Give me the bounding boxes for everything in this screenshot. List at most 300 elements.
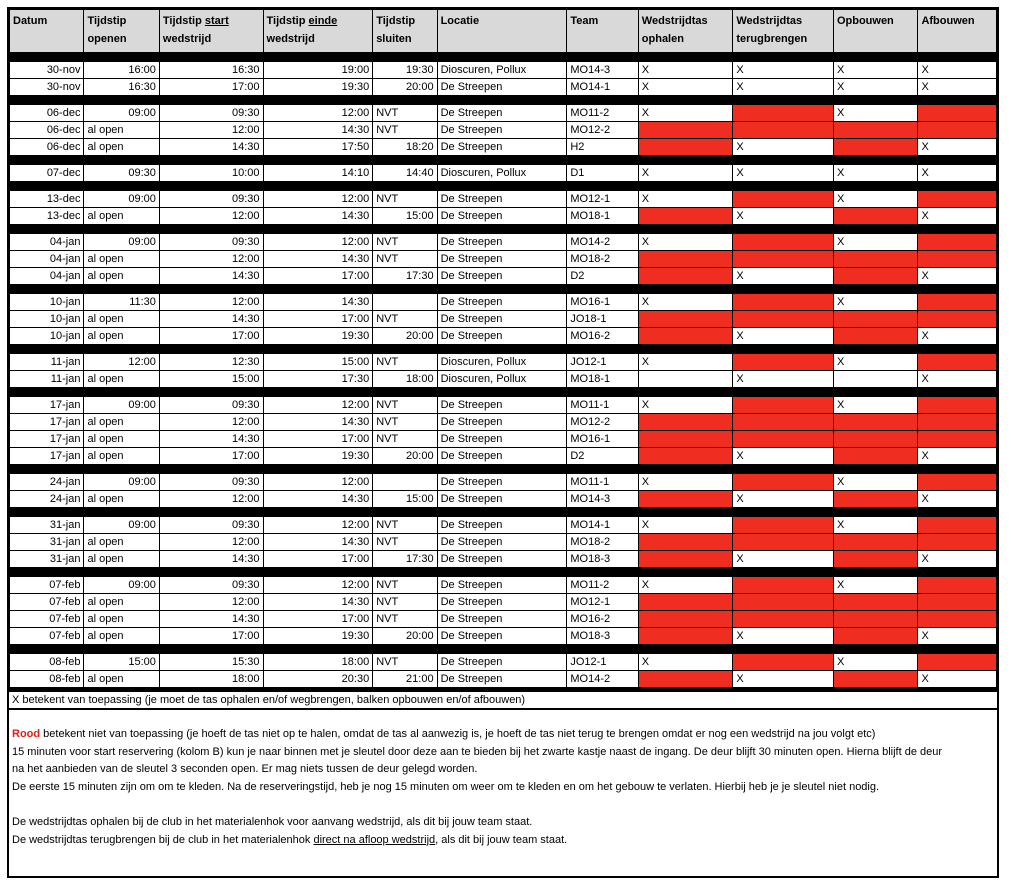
- cell-start: 09:30: [159, 517, 263, 534]
- cell-openen: al open: [84, 594, 159, 611]
- cell-sluiten: NVT: [373, 311, 437, 328]
- cell-team: MO18-3: [567, 551, 638, 568]
- cell-ophalen: X: [638, 517, 733, 534]
- note-line: De wedstrijdtas terugbrengen bij de club in het materialenhok direct na afloop wedstrijd, als dit bij jouw team staat.: [12, 833, 568, 846]
- cell-ophalen: X: [638, 105, 733, 122]
- table-row: [9, 251, 998, 268]
- cell-openen: 09:00: [84, 234, 159, 251]
- cell-openen: 15:00: [84, 654, 159, 671]
- cell-openen: 16:00: [84, 62, 159, 79]
- cell-terugbrengen: [733, 594, 834, 611]
- cell-terugbrengen: [733, 474, 834, 491]
- cell-sluiten: 18:20: [373, 139, 437, 156]
- cell-einde: 12:00: [263, 474, 373, 491]
- cell-datum: 17-jan: [9, 397, 84, 414]
- cell-afbouwen: [918, 311, 998, 328]
- cell-terugbrengen: X: [733, 491, 834, 508]
- cell-locatie: De Streepen: [437, 328, 567, 345]
- table-row: [9, 311, 998, 328]
- cell-locatie: Dioscuren, Pollux: [437, 371, 567, 388]
- cell-team: MO16-2: [567, 611, 638, 628]
- cell-openen: al open: [84, 448, 159, 465]
- cell-start: 17:00: [159, 448, 263, 465]
- cell-openen: al open: [84, 611, 159, 628]
- cell-sluiten: NVT: [373, 414, 437, 431]
- cell-ophalen: [638, 448, 733, 465]
- cell-team: MO12-1: [567, 594, 638, 611]
- cell-datum: 07-dec: [9, 165, 84, 182]
- group-separator: [9, 225, 998, 234]
- legend-notes: [7, 690, 999, 878]
- cell-team: MO11-1: [567, 474, 638, 491]
- cell-start: 09:30: [159, 105, 263, 122]
- cell-afbouwen: X: [918, 139, 998, 156]
- cell-openen: al open: [84, 414, 159, 431]
- cell-afbouwen: [918, 122, 998, 139]
- cell-ophalen: X: [638, 577, 733, 594]
- cell-openen: 09:00: [84, 105, 159, 122]
- cell-ophalen: X: [638, 191, 733, 208]
- cell-terugbrengen: X: [733, 208, 834, 225]
- cell-datum: 06-dec: [9, 105, 84, 122]
- cell-openen: 09:00: [84, 577, 159, 594]
- cell-afbouwen: [918, 105, 998, 122]
- cell-openen: al open: [84, 431, 159, 448]
- cell-ophalen: X: [638, 234, 733, 251]
- cell-locatie: De Streepen: [437, 105, 567, 122]
- cell-sluiten: 17:30: [373, 551, 437, 568]
- col-header-start: Tijdstip start wedstrijd: [159, 9, 263, 53]
- cell-ophalen: [638, 491, 733, 508]
- cell-afbouwen: [918, 191, 998, 208]
- cell-openen: 09:00: [84, 397, 159, 414]
- cell-sluiten: NVT: [373, 105, 437, 122]
- cell-locatie: De Streepen: [437, 474, 567, 491]
- cell-datum: 11-jan: [9, 354, 84, 371]
- cell-ophalen: [638, 671, 733, 689]
- cell-sluiten: NVT: [373, 191, 437, 208]
- cell-datum: 06-dec: [9, 139, 84, 156]
- cell-datum: 04-jan: [9, 234, 84, 251]
- cell-team: MO11-2: [567, 577, 638, 594]
- cell-openen: al open: [84, 139, 159, 156]
- cell-team: MO18-3: [567, 628, 638, 645]
- cell-afbouwen: [918, 234, 998, 251]
- header-row: [9, 9, 998, 53]
- cell-opbouwen: [833, 448, 918, 465]
- cell-terugbrengen: [733, 414, 834, 431]
- cell-opbouwen: [833, 268, 918, 285]
- cell-start: 09:30: [159, 234, 263, 251]
- cell-team: MO18-1: [567, 208, 638, 225]
- cell-afbouwen: [918, 294, 998, 311]
- cell-team: MO14-1: [567, 79, 638, 96]
- cell-opbouwen: X: [833, 517, 918, 534]
- cell-start: 18:00: [159, 671, 263, 689]
- cell-team: MO12-2: [567, 122, 638, 139]
- col-header-datum: Datum: [9, 9, 84, 53]
- cell-start: 16:30: [159, 62, 263, 79]
- table-row: [9, 628, 998, 645]
- cell-start: 17:00: [159, 328, 263, 345]
- cell-opbouwen: X: [833, 191, 918, 208]
- group-separator: [9, 345, 998, 354]
- cell-ophalen: [638, 628, 733, 645]
- cell-datum: 17-jan: [9, 448, 84, 465]
- cell-start: 12:00: [159, 294, 263, 311]
- cell-openen: al open: [84, 328, 159, 345]
- cell-opbouwen: X: [833, 105, 918, 122]
- cell-opbouwen: X: [833, 577, 918, 594]
- cell-datum: 07-feb: [9, 611, 84, 628]
- cell-sluiten: NVT: [373, 122, 437, 139]
- cell-start: 14:30: [159, 139, 263, 156]
- cell-datum: 10-jan: [9, 328, 84, 345]
- cell-ophalen: [638, 311, 733, 328]
- cell-sluiten: NVT: [373, 354, 437, 371]
- group-separator: [9, 182, 998, 191]
- cell-team: MO14-2: [567, 671, 638, 689]
- cell-sluiten: NVT: [373, 534, 437, 551]
- table-row: [9, 191, 998, 208]
- cell-openen: 09:30: [84, 165, 159, 182]
- cell-sluiten: 18:00: [373, 371, 437, 388]
- group-separator: [9, 388, 998, 397]
- cell-start: 12:00: [159, 594, 263, 611]
- cell-start: 14:30: [159, 431, 263, 448]
- cell-afbouwen: X: [918, 371, 998, 388]
- cell-opbouwen: X: [833, 397, 918, 414]
- cell-afbouwen: X: [918, 551, 998, 568]
- cell-datum: 04-jan: [9, 251, 84, 268]
- cell-einde: 14:30: [263, 122, 373, 139]
- cell-start: 12:00: [159, 208, 263, 225]
- cell-sluiten: NVT: [373, 577, 437, 594]
- cell-terugbrengen: [733, 611, 834, 628]
- cell-start: 12:00: [159, 251, 263, 268]
- cell-afbouwen: X: [918, 328, 998, 345]
- cell-openen: al open: [84, 371, 159, 388]
- cell-sluiten: NVT: [373, 234, 437, 251]
- cell-opbouwen: [833, 139, 918, 156]
- table-row: [9, 165, 998, 182]
- cell-team: D2: [567, 268, 638, 285]
- cell-terugbrengen: [733, 517, 834, 534]
- cell-datum: 30-nov: [9, 79, 84, 96]
- table-row: [9, 551, 998, 568]
- cell-afbouwen: [918, 594, 998, 611]
- cell-terugbrengen: X: [733, 551, 834, 568]
- cell-datum: 06-dec: [9, 122, 84, 139]
- cell-opbouwen: X: [833, 474, 918, 491]
- cell-ophalen: X: [638, 397, 733, 414]
- cell-afbouwen: X: [918, 208, 998, 225]
- cell-start: 14:30: [159, 611, 263, 628]
- cell-terugbrengen: X: [733, 268, 834, 285]
- cell-ophalen: X: [638, 294, 733, 311]
- cell-start: 12:30: [159, 354, 263, 371]
- cell-terugbrengen: [733, 397, 834, 414]
- cell-einde: 12:00: [263, 105, 373, 122]
- cell-opbouwen: [833, 208, 918, 225]
- legend-rood-meaning: Rood betekent niet van toepassing (je hoeft de tas niet op te halen, omdat de tas al aanwezig is, je hoeft de tas niet terug te brengen omdat er nog een wedstrijd na jou volgt etc): [12, 728, 876, 740]
- cell-afbouwen: [918, 577, 998, 594]
- table-row: [9, 105, 998, 122]
- cell-sluiten: NVT: [373, 611, 437, 628]
- cell-ophalen: [638, 328, 733, 345]
- cell-team: H2: [567, 139, 638, 156]
- cell-opbouwen: [833, 594, 918, 611]
- cell-team: MO12-1: [567, 191, 638, 208]
- note-line: 15 minuten voor start reservering (kolom B) kun je naar binnen met je sleutel door deze aan te bieden bij het zwarte kastje naast de ingang. De deur blijft 30 minuten open. Hierna blijft de deur: [12, 745, 943, 758]
- cell-einde: 14:30: [263, 491, 373, 508]
- cell-einde: 14:10: [263, 165, 373, 182]
- col-header-opbouwen: Opbouwen: [833, 9, 918, 53]
- cell-start: 12:00: [159, 491, 263, 508]
- cell-ophalen: X: [638, 354, 733, 371]
- cell-opbouwen: [833, 371, 918, 388]
- cell-afbouwen: [918, 517, 998, 534]
- cell-openen: al open: [84, 311, 159, 328]
- table-row: [9, 474, 998, 491]
- col-header-openen: Tijdstip openen: [84, 9, 159, 53]
- cell-ophalen: [638, 551, 733, 568]
- cell-afbouwen: [918, 354, 998, 371]
- cell-locatie: De Streepen: [437, 268, 567, 285]
- cell-einde: 17:00: [263, 551, 373, 568]
- cell-opbouwen: [833, 311, 918, 328]
- cell-start: 12:00: [159, 534, 263, 551]
- cell-einde: 14:30: [263, 534, 373, 551]
- cell-team: MO18-2: [567, 534, 638, 551]
- cell-ophalen: [638, 534, 733, 551]
- table-row: [9, 79, 998, 96]
- cell-openen: al open: [84, 208, 159, 225]
- cell-openen: 16:30: [84, 79, 159, 96]
- note-line: na het aanbieden van de sleutel 3 seconden open. Er mag niets tussen de deur gelegd worden.: [12, 763, 478, 775]
- legend-x-meaning: X betekent van toepassing (je moet de tas ophalen en/of wegbrengen, balken opbouwen en/of afbouwen): [9, 692, 997, 710]
- cell-locatie: De Streepen: [437, 534, 567, 551]
- cell-afbouwen: [918, 397, 998, 414]
- table-row: [9, 414, 998, 431]
- table-row: [9, 371, 998, 388]
- cell-ophalen: [638, 122, 733, 139]
- cell-ophalen: [638, 431, 733, 448]
- cell-einde: 19:30: [263, 628, 373, 645]
- cell-team: MO18-2: [567, 251, 638, 268]
- cell-start: 10:00: [159, 165, 263, 182]
- cell-sluiten: 15:00: [373, 491, 437, 508]
- cell-locatie: De Streepen: [437, 517, 567, 534]
- cell-opbouwen: [833, 328, 918, 345]
- cell-terugbrengen: [733, 534, 834, 551]
- col-header-afbouwen: Afbouwen: [918, 9, 998, 53]
- cell-einde: 17:50: [263, 139, 373, 156]
- cell-opbouwen: [833, 491, 918, 508]
- cell-sluiten: 14:40: [373, 165, 437, 182]
- cell-team: MO14-1: [567, 517, 638, 534]
- cell-afbouwen: X: [918, 628, 998, 645]
- cell-start: 14:30: [159, 268, 263, 285]
- cell-start: 12:00: [159, 414, 263, 431]
- cell-einde: 14:30: [263, 251, 373, 268]
- cell-team: MO18-1: [567, 371, 638, 388]
- cell-openen: al open: [84, 122, 159, 139]
- cell-openen: al open: [84, 551, 159, 568]
- cell-team: MO16-2: [567, 328, 638, 345]
- cell-terugbrengen: X: [733, 628, 834, 645]
- cell-locatie: De Streepen: [437, 311, 567, 328]
- cell-ophalen: X: [638, 79, 733, 96]
- cell-terugbrengen: [733, 105, 834, 122]
- cell-afbouwen: [918, 474, 998, 491]
- cell-afbouwen: X: [918, 165, 998, 182]
- cell-sluiten: 20:00: [373, 628, 437, 645]
- cell-sluiten: NVT: [373, 251, 437, 268]
- cell-opbouwen: X: [833, 654, 918, 671]
- cell-sluiten: NVT: [373, 397, 437, 414]
- cell-terugbrengen: [733, 191, 834, 208]
- cell-einde: 14:30: [263, 208, 373, 225]
- table-row: [9, 577, 998, 594]
- cell-locatie: De Streepen: [437, 122, 567, 139]
- cell-datum: 30-nov: [9, 62, 84, 79]
- cell-locatie: De Streepen: [437, 191, 567, 208]
- cell-afbouwen: [918, 251, 998, 268]
- cell-opbouwen: X: [833, 165, 918, 182]
- cell-einde: 17:30: [263, 371, 373, 388]
- cell-sluiten: 19:30: [373, 62, 437, 79]
- cell-start: 09:30: [159, 397, 263, 414]
- table-row: [9, 397, 998, 414]
- cell-sluiten: 20:00: [373, 328, 437, 345]
- table-row: [9, 354, 998, 371]
- cell-einde: 12:00: [263, 397, 373, 414]
- group-separator: [9, 285, 998, 294]
- cell-opbouwen: [833, 414, 918, 431]
- table-row: [9, 62, 998, 79]
- cell-team: JO12-1: [567, 354, 638, 371]
- cell-opbouwen: X: [833, 62, 918, 79]
- cell-locatie: De Streepen: [437, 671, 567, 689]
- cell-afbouwen: [918, 654, 998, 671]
- cell-datum: 10-jan: [9, 311, 84, 328]
- cell-einde: 15:00: [263, 354, 373, 371]
- cell-ophalen: [638, 371, 733, 388]
- cell-ophalen: X: [638, 62, 733, 79]
- cell-start: 14:30: [159, 551, 263, 568]
- cell-locatie: De Streepen: [437, 654, 567, 671]
- cell-openen: 11:30: [84, 294, 159, 311]
- col-header-locatie: Locatie: [437, 9, 567, 53]
- cell-sluiten: 21:00: [373, 671, 437, 689]
- table-row: [9, 122, 998, 139]
- cell-team: D2: [567, 448, 638, 465]
- table-row: [9, 671, 998, 689]
- cell-team: MO16-1: [567, 431, 638, 448]
- cell-start: 14:30: [159, 311, 263, 328]
- cell-einde: 12:00: [263, 577, 373, 594]
- cell-afbouwen: X: [918, 268, 998, 285]
- cell-locatie: De Streepen: [437, 251, 567, 268]
- cell-start: 15:30: [159, 654, 263, 671]
- cell-datum: 31-jan: [9, 517, 84, 534]
- cell-einde: 12:00: [263, 191, 373, 208]
- cell-datum: 13-dec: [9, 191, 84, 208]
- cell-ophalen: X: [638, 474, 733, 491]
- cell-team: MO14-3: [567, 491, 638, 508]
- cell-ophalen: [638, 594, 733, 611]
- cell-locatie: De Streepen: [437, 139, 567, 156]
- cell-team: JO12-1: [567, 654, 638, 671]
- cell-einde: 12:00: [263, 517, 373, 534]
- table-row: [9, 491, 998, 508]
- cell-sluiten: 20:00: [373, 448, 437, 465]
- cell-locatie: De Streepen: [437, 491, 567, 508]
- cell-openen: al open: [84, 671, 159, 689]
- table-row: [9, 594, 998, 611]
- cell-locatie: De Streepen: [437, 577, 567, 594]
- cell-sluiten: [373, 294, 437, 311]
- cell-opbouwen: [833, 431, 918, 448]
- cell-terugbrengen: [733, 577, 834, 594]
- cell-terugbrengen: X: [733, 448, 834, 465]
- cell-sluiten: 17:30: [373, 268, 437, 285]
- cell-afbouwen: [918, 431, 998, 448]
- cell-datum: 07-feb: [9, 628, 84, 645]
- table-row: [9, 294, 998, 311]
- cell-einde: 14:30: [263, 594, 373, 611]
- cell-opbouwen: [833, 551, 918, 568]
- cell-afbouwen: X: [918, 79, 998, 96]
- cell-sluiten: NVT: [373, 431, 437, 448]
- table-row: [9, 431, 998, 448]
- cell-locatie: Dioscuren, Pollux: [437, 62, 567, 79]
- group-separator: [9, 465, 998, 474]
- cell-afbouwen: X: [918, 62, 998, 79]
- cell-terugbrengen: X: [733, 671, 834, 689]
- cell-sluiten: NVT: [373, 517, 437, 534]
- cell-einde: 17:00: [263, 431, 373, 448]
- cell-locatie: De Streepen: [437, 397, 567, 414]
- cell-locatie: De Streepen: [437, 448, 567, 465]
- note-line: De eerste 15 minuten zijn om om te kleden. Na de reserveringstijd, heb je nog 15 minuten om weer om te kleden en om het gebouw te verlaten. Hierbij heb je je sleutel niet nodig.: [12, 780, 880, 793]
- col-header-team: Team: [567, 9, 638, 53]
- cell-terugbrengen: X: [733, 62, 834, 79]
- col-header-sluiten: Tijdstip sluiten: [373, 9, 437, 53]
- cell-datum: 04-jan: [9, 268, 84, 285]
- cell-openen: 09:00: [84, 474, 159, 491]
- cell-datum: 31-jan: [9, 551, 84, 568]
- cell-einde: 18:00: [263, 654, 373, 671]
- cell-afbouwen: X: [918, 671, 998, 689]
- col-header-terugbrengen: Wedstrijdtas terugbrengen: [733, 9, 834, 53]
- group-separator: [9, 508, 998, 517]
- table-row: [9, 654, 998, 671]
- cell-locatie: De Streepen: [437, 79, 567, 96]
- cell-sluiten: 15:00: [373, 208, 437, 225]
- cell-openen: 09:00: [84, 191, 159, 208]
- cell-openen: al open: [84, 628, 159, 645]
- cell-einde: 19:00: [263, 62, 373, 79]
- cell-opbouwen: X: [833, 354, 918, 371]
- cell-sluiten: NVT: [373, 594, 437, 611]
- cell-team: D1: [567, 165, 638, 182]
- cell-start: 09:30: [159, 191, 263, 208]
- cell-sluiten: NVT: [373, 654, 437, 671]
- cell-start: 12:00: [159, 122, 263, 139]
- cell-afbouwen: X: [918, 491, 998, 508]
